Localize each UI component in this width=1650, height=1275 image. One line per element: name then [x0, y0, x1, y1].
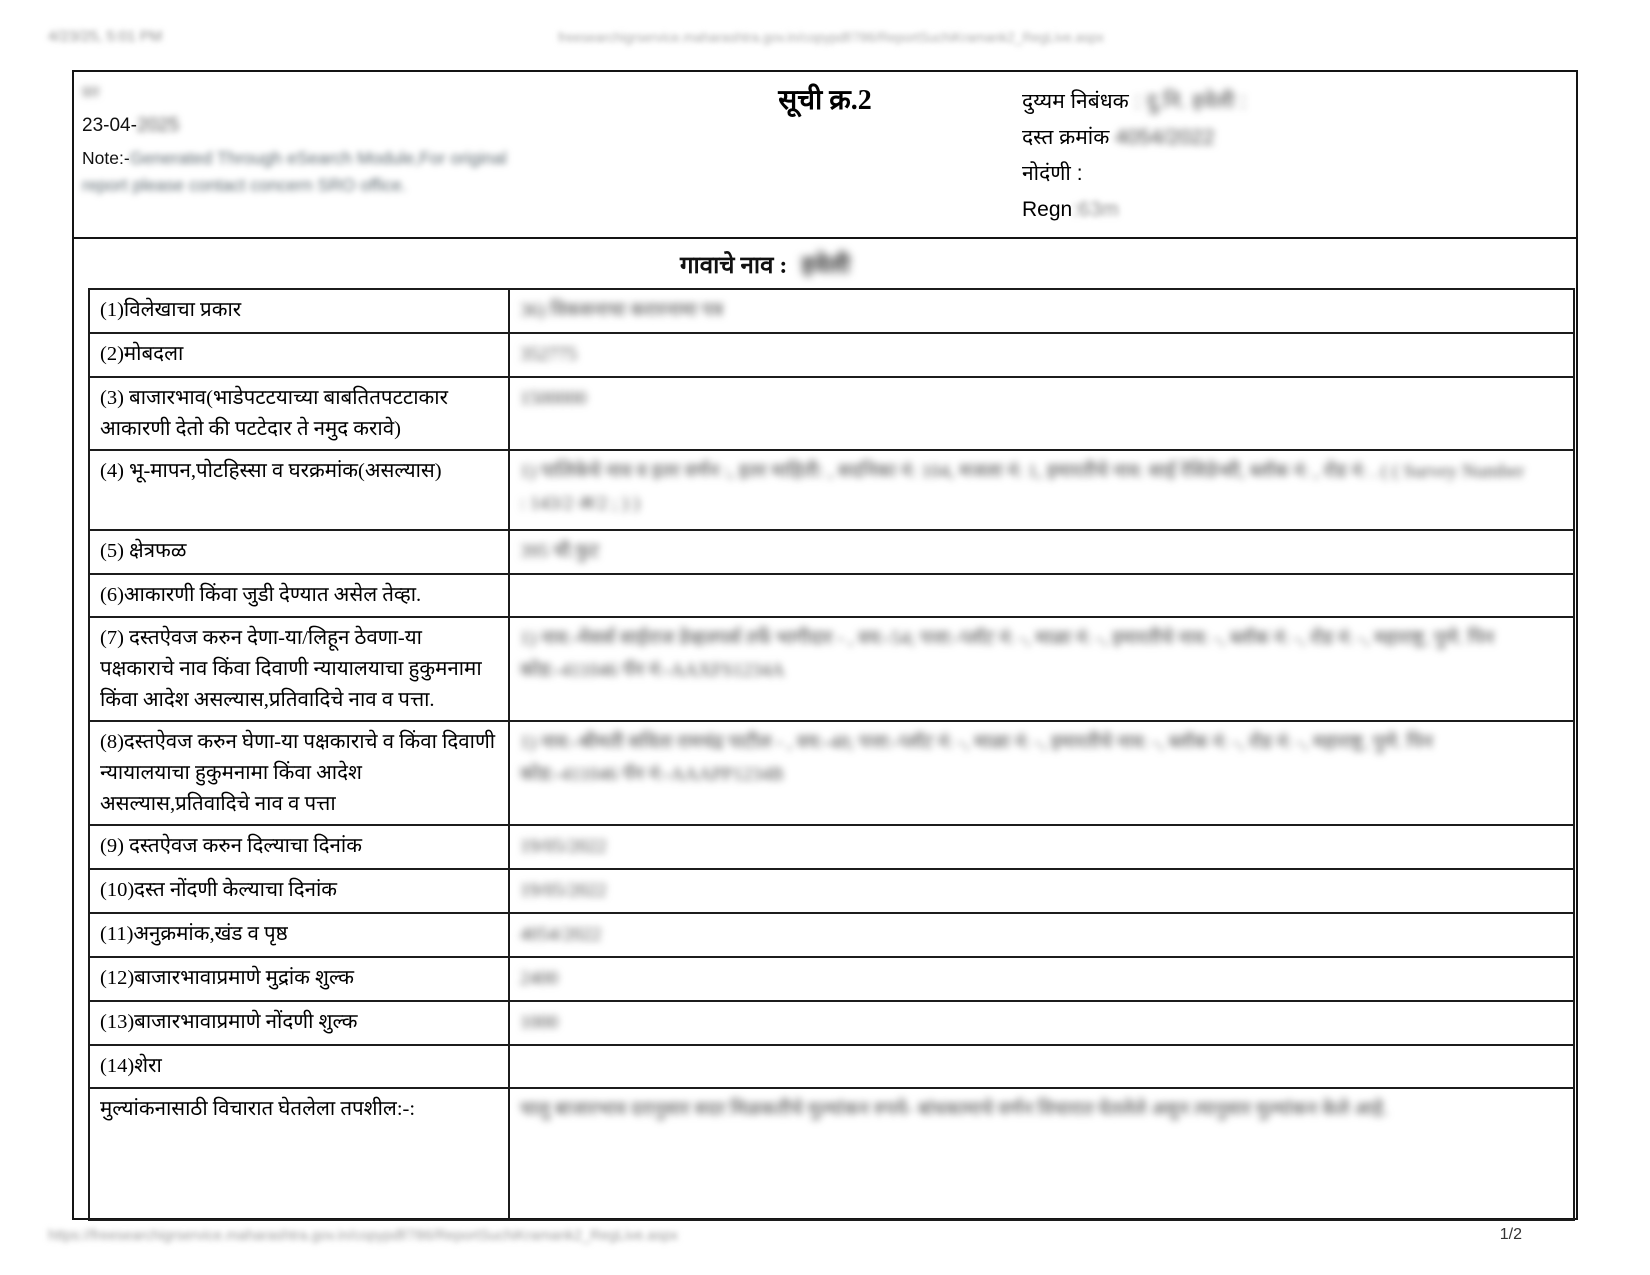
row-value-redacted: 2400 — [520, 968, 558, 989]
header-right-block — [1022, 84, 1246, 228]
row-label: (3) बाजारभाव(भाडेपटटयाच्या बाबतितपटटाकार आकारणी देतो की पटटेदार ते नमुद करावे) — [89, 377, 509, 450]
row-value — [509, 617, 1574, 721]
row-value-redacted: 1) पालिकेचे नाव व इतर वर्णन :, इतर माहिती: , सदनिका नं: 104, मजला नं: 1, इमारतीचे नाव: साई रेसिडेन्सी, ब्लॉक नं: , रोड नं: . ( ( Survey Number : 143/2 अ/2 ; ) ) — [520, 461, 1525, 514]
row-label: (10)दस्त नोंदणी केल्याचा दिनांक — [89, 869, 509, 913]
row-value-redacted: 1) नाव:-मेसर्स साईराज डेव्हलपर्स तर्फे भागीदार - , वय:-54; पत्ता:-प्लॉट नं: -, माळा नं: -, इमारतीचे नाव: -, ब्लॉक नं: -, रोड नं: -, महाराष्ट्र, पुणे. पिन कोड:-411046 पॅन नं:-AAXFS1234A — [520, 628, 1495, 681]
row-value-redacted: 395 चौ.फुट — [520, 541, 600, 562]
row-label: (2)मोबदला — [89, 333, 509, 377]
index2-table — [88, 288, 1575, 1221]
table-row — [89, 333, 1574, 377]
row-label: (9) दस्तऐवज करुन दिल्याचा दिनांक — [89, 825, 509, 869]
row-label: (6)आकारणी किंवा जुडी देण्यात असेल तेव्हा. — [89, 574, 509, 617]
document-date — [82, 111, 542, 140]
table-row — [89, 869, 1574, 913]
doc-number-value-redacted: 4054/2022 — [1109, 126, 1215, 149]
doc-number-line — [1022, 120, 1246, 156]
table-row — [89, 1045, 1574, 1088]
row-value — [509, 1001, 1574, 1045]
header-left-block — [82, 78, 542, 199]
table-row — [89, 377, 1574, 450]
row-label: (8)दस्तऐवज करुन घेणा-या पक्षकाराचे व किंवा दिवाणी न्यायालयाचा हुकुमनामा किंवा आदेश असल्यास,प्रतिवादिचे नाव व पत्ता — [89, 721, 509, 825]
row-value-redacted: 1000 — [520, 1012, 558, 1033]
table-row — [89, 289, 1574, 333]
row-label: (13)बाजारभावाप्रमाणे नोंदणी शुल्क — [89, 1001, 509, 1045]
date-prefix: 23-04- — [82, 115, 137, 137]
registrar-label: दुय्यम निबंधक — [1022, 90, 1129, 113]
table-row — [89, 721, 1574, 825]
doc-number-label: दस्त क्रमांक — [1022, 126, 1110, 149]
row-label: (11)अनुक्रमांक,खंड व पृष्ठ — [89, 913, 509, 957]
row-value — [509, 869, 1574, 913]
nodani-label: नोदंणी : — [1022, 162, 1083, 185]
row-value — [509, 957, 1574, 1001]
table-row — [89, 1088, 1574, 1220]
regn-value-redacted: :63m — [1072, 198, 1119, 221]
table-row — [89, 913, 1574, 957]
table-row — [89, 450, 1574, 530]
row-value — [509, 1045, 1574, 1088]
row-value — [509, 289, 1574, 333]
print-timestamp: 4/23/25, 5:01 PM — [48, 28, 163, 45]
print-header-url: freesearchigrservice.maharashtra.gov.in/copypdf/786/ReportSuchiKramank2_RegLive.aspx — [558, 30, 1105, 45]
row-value-redacted: 19/05/2022 — [520, 836, 607, 857]
print-footer-url: https://freesearchigrservice.maharashtra.gov.in/copypdf/786/ReportSuchiKramank2_RegLive.aspx — [48, 1228, 679, 1244]
village-label: गावाचे नाव : — [680, 253, 788, 279]
document-header — [74, 72, 1576, 237]
row-value — [509, 825, 1574, 869]
row-value-redacted: 19/05/2022 — [520, 880, 607, 901]
village-name-redacted: हवेली — [801, 253, 850, 279]
table-row — [89, 574, 1574, 617]
row-label: (14)शेरा — [89, 1045, 509, 1088]
registrar-value-redacted: : दु.नि. हवेली : — [1128, 90, 1247, 113]
row-value-redacted: 1) नाव:-श्रीमती सविता रामचंद्र पाटील - , वय:-48; पत्ता:-प्लॉट नं: -, माळा नं: -, इमारतीचे नाव: -, ब्लॉक नं: -, रोड नं: -, महाराष्ट्र, पुणे. पिन कोड:-411046 पॅन नं:-AAAPP1234B — [520, 732, 1433, 785]
row-value-redacted: 1500000 — [520, 388, 587, 409]
header-divider — [72, 237, 1578, 239]
table-row — [89, 530, 1574, 574]
document-outer-box — [72, 70, 1578, 1220]
row-value — [509, 530, 1574, 574]
note-text-redacted: Generated Through eSearch Module,For original report please contact concern SRO office. — [82, 147, 507, 195]
regn-label: Regn — [1022, 198, 1073, 221]
regn-line — [1022, 192, 1246, 228]
row-value-redacted: 4054/2022 — [520, 924, 602, 945]
row-label: (5) क्षेत्रफळ — [89, 530, 509, 574]
table-row — [89, 617, 1574, 721]
row-label: (4) भू-मापन,पोटहिस्सा व घरक्रमांक(असल्यास) — [89, 450, 509, 530]
nodani-line — [1022, 156, 1246, 192]
row-value-redacted: 352775 — [520, 344, 577, 365]
row-value — [509, 377, 1574, 450]
row-value — [509, 913, 1574, 957]
row-label: मुल्यांकनासाठी विचारात घेतलेला तपशील:-: — [89, 1088, 509, 1220]
row-value — [509, 450, 1574, 530]
row-value — [509, 333, 1574, 377]
date-year-redacted: 2025 — [136, 115, 180, 137]
registrar-line — [1022, 84, 1246, 120]
row-label: (12)बाजारभावाप्रमाणे मुद्रांक शुल्क — [89, 957, 509, 1001]
page-title: सूची क्र.2 — [778, 85, 872, 116]
row-label: (7) दस्तऐवज करुन देणा-या/लिहून ठेवणा-या पक्षकाराचे नाव किंवा दिवाणी न्यायालयाचा हुकुमनामा किंवा आदेश असल्यास,प्रतिवादिचे नाव व पत्ता. — [89, 617, 509, 721]
row-value-redacted: चालु बाजारभाव दरानुसार सदर मिळकतीचे मुल्यांकन रुपये- बांधकामाचे वर्णन विचारात घेतलेले असुन त्यानुसार मुल्यांकन केले आहे. — [520, 1099, 1389, 1120]
row-value — [509, 1088, 1574, 1220]
table-row — [89, 825, 1574, 869]
note-line — [82, 145, 522, 199]
row-value — [509, 721, 1574, 825]
table-row — [89, 957, 1574, 1001]
village-name-line — [74, 248, 1456, 281]
corner-word-redacted: प्रत — [82, 84, 100, 101]
row-value — [509, 574, 1574, 617]
print-page-number: 1/2 — [1499, 1226, 1522, 1243]
row-value-redacted: 36) विकसनाचा करारनामा पत्र — [520, 300, 724, 321]
row-label: (1)विलेखाचा प्रकार — [89, 289, 509, 333]
note-label: Note:- — [82, 147, 130, 168]
table-row — [89, 1001, 1574, 1045]
